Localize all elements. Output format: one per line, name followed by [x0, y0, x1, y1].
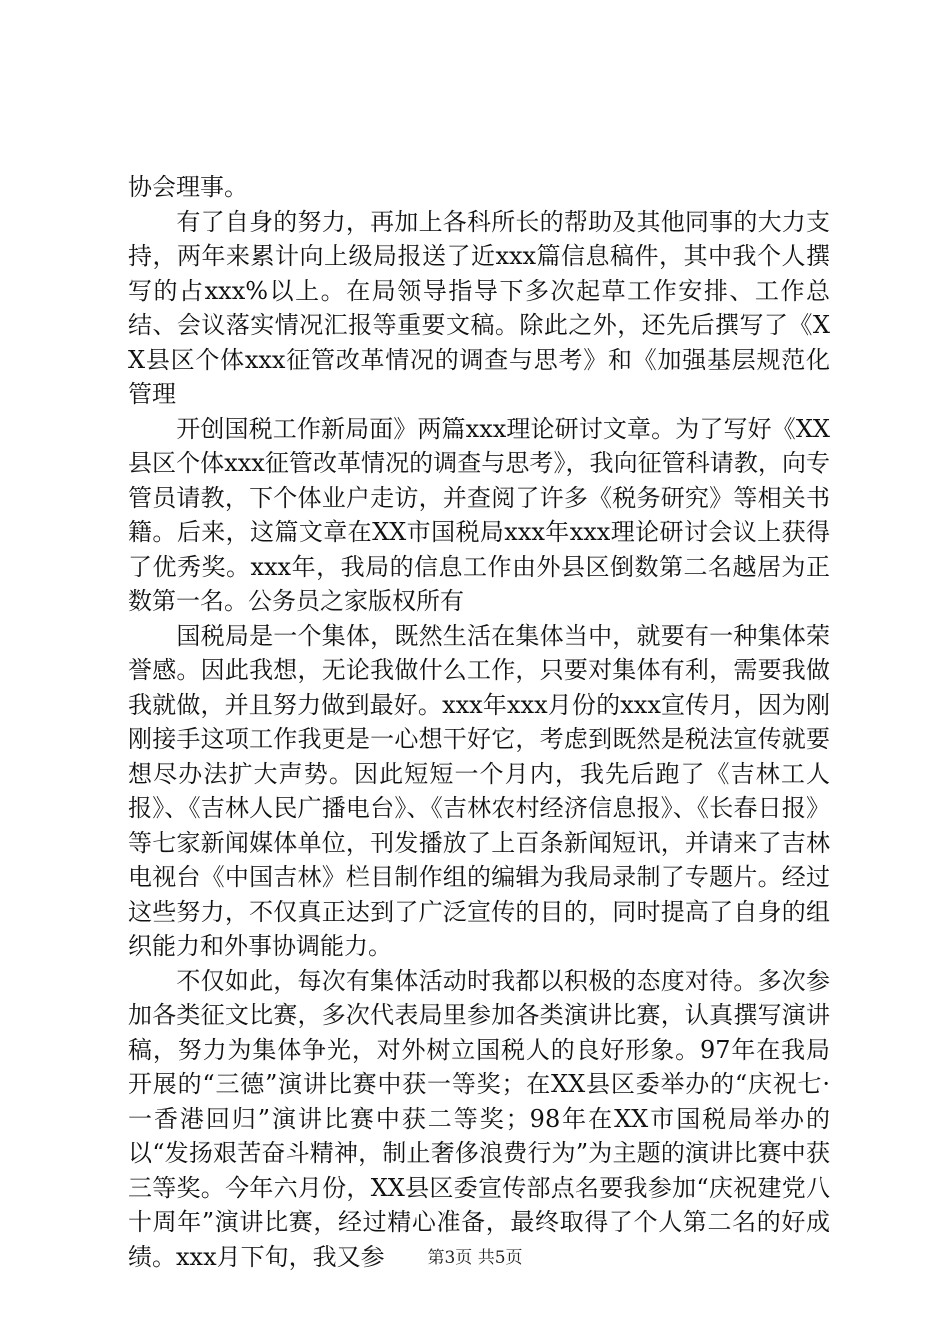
- paragraph-1: 协会理事。: [128, 173, 248, 201]
- paragraph-5: 不仅如此，每次有集体活动时我都以积极的态度对待。多次参加各类征文比赛，多次代表局里参加各类演讲比赛，认真撰写演讲稿，努力为集体争光，对外树立国税人的良好形象。97年在我局开展的“三德”演讲比赛中获一等奖；在XX县区委举办的“庆祝七·一香港回归”演讲比赛中获二等奖；98年在XX市国税局举办的以“发扬艰苦奋斗精神，制止奢侈浪费行为”为主题的演讲比赛中获三等奖。今年六月份，XX县区委宣传部点名要我参加“庆祝建党八十周年”演讲比赛，经过精心准备，最终取得了个人第二名的好成绩。xxx月下旬，我又参: [128, 966, 830, 1271]
- paragraph-2: 有了自身的努力，再加上各科所长的帮助及其他同事的大力支持，两年来累计向上级局报送了近xxx篇信息稿件，其中我个人撰写的占xxx%以上。在局领导指导下多次起草工作安排、工作总结、会议落实情况汇报等重要文稿。除此之外，还先后撰写了《XX县区个体xxx征管改革情况的调查与思考》和《加强基层规范化管理: [128, 207, 830, 408]
- paragraph-4: 国税局是一个集体，既然生活在集体当中，就要有一种集体荣誉感。因此我想，无论我做什么工作，只要对集体有利，需要我做我就做，并且努力做到最好。xxx年xxx月份的xxx宣传月，因为刚刚接手这项工作我更是一心想干好它，考虑到既然是税法宣传就要想尽办法扩大声势。因此短短一个月内，我先后跑了《吉林工人报》、《吉林人民广播电台》、《吉林农村经济信息报》、《长春日报》等七家新闻媒体单位，刊发播放了上百条新闻短讯，并请来了吉林电视台《中国吉林》栏目制作组的编辑为我局录制了专题片。经过这些努力，不仅真正达到了广泛宣传的目的，同时提高了自身的组织能力和外事协调能力。: [128, 621, 830, 960]
- paragraph-3: 开创国税工作新局面》两篇xxx理论研讨文章。为了写好《XX县区个体xxx征管改革情况的调查与思考》，我向征管科请教，向专管员请教，下个体业户走访，并查阅了许多《税务研究》等相关书籍。后来，这篇文章在XX市国税局xxx年xxx理论研讨会议上获得了优秀奖。xxx年，我局的信息工作由外县区倒数第二名越居为正数第一名。公务员之家版权所有: [128, 414, 830, 615]
- document-body: [128, 170, 830, 1274]
- page-footer: 第3页 共5页: [427, 1248, 523, 1268]
